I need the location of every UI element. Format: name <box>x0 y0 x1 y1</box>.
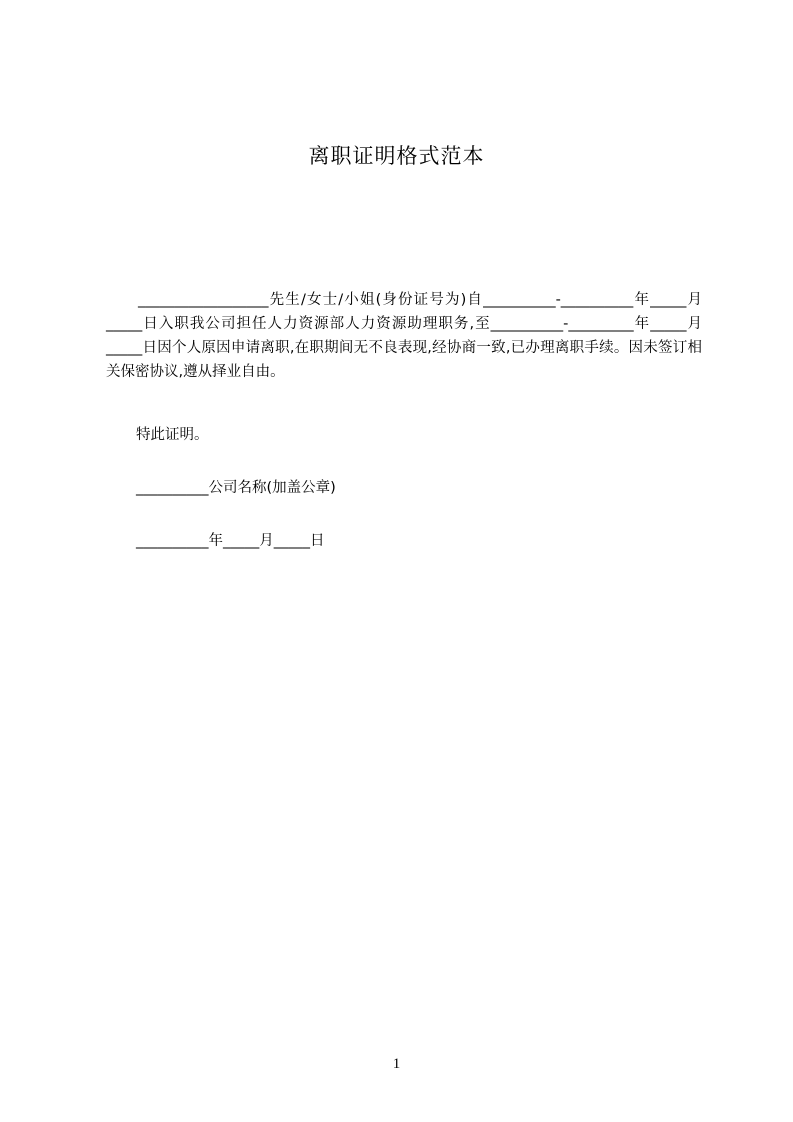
date-line: __________年_____月_____日 <box>136 533 325 549</box>
certify-statement: 特此证明。 <box>136 427 209 443</box>
company-signature-line: __________公司名称(加盖公章) <box>136 480 336 496</box>
document-title: 离职证明格式范本 <box>308 144 485 168</box>
body-paragraph: __________________先生/女士/小姐(身份证号为)自__________-__________年_____月_____日入职我公司担任人力资源部人力资源助理职务,至__________-_________年_____月_____日因个人原因申请离职,在职期间无不良表现,经协商一致,已办理离职手续。因未签订相关保密协议,遵从择业自由。 <box>106 292 702 380</box>
page-number: 1 <box>392 1056 401 1072</box>
